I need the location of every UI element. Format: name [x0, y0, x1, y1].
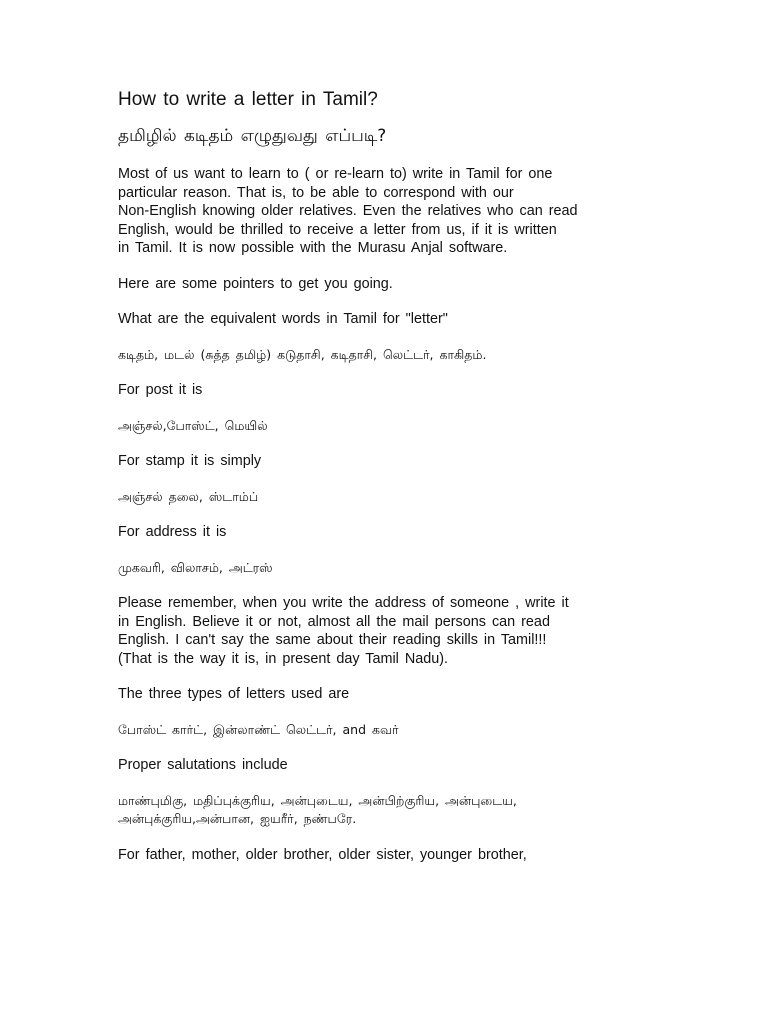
letter-question: What are the equivalent words in Tamil for "letter" [118, 311, 448, 327]
document-content [118, 88, 658, 881]
salutations-line: அன்புக்குரிய,அன்பான, ஐயரீர், நண்பரே. [118, 811, 357, 826]
types-label: The three types of letters used are [118, 686, 350, 702]
family-line: For father, mother, older brother, older sister, younger brother, [118, 846, 527, 863]
page-title: How to write a letter in Tamil? [118, 89, 378, 110]
address-label: For address it is [118, 524, 227, 540]
intro-paragraph [118, 165, 658, 258]
stamp-label: For stamp it is simply [118, 453, 262, 469]
intro-line: English, would be thrilled to receive a letter from us, if it is written [118, 221, 557, 238]
letter-words: கடிதம், மடல் (சுத்த தமிழ்) கடுதாசி, கடிதாசி, லெட்டர், காகிதம். [118, 346, 487, 362]
remember-line: English. I can't say the same about their reading skills in Tamil!!! [118, 632, 547, 648]
remember-line: Please remember, when you write the address of someone , write it [118, 595, 569, 611]
intro-line: Most of us want to learn to ( or re-learn to) write in Tamil for one [118, 166, 553, 182]
tamil-subtitle: தமிழில் கடிதம் எழுதுவது எப்படி? [118, 126, 387, 146]
address-words: முகவரி, விலாசம், அட்ரஸ் [118, 559, 273, 575]
remember-line: (That is the way it is, in present day Tamil Nadu). [118, 650, 449, 667]
post-label: For post it is [118, 382, 203, 398]
intro-line: in Tamil. It is now possible with the Murasu Anjal software. [118, 240, 508, 256]
salutations-label: Proper salutations include [118, 757, 288, 773]
intro-line: particular reason. That is, to be able to correspond with our [118, 184, 514, 201]
intro-line: Non-English knowing older relatives. Even the relatives who can read [118, 203, 578, 219]
types-words: போஸ்ட் கார்ட், இன்லாண்ட் லெட்டர், and கவர் [118, 721, 399, 737]
salutations-words [118, 792, 658, 829]
pointers-paragraph: Here are some pointers to get you going. [118, 275, 393, 292]
post-words: அஞ்சல்,போஸ்ட், மெயில் [118, 417, 268, 433]
remember-line: in English. Believe it or not, almost all the mail persons can read [118, 613, 550, 630]
salutations-line: மாண்புமிகு, மதிப்புக்குரிய, அன்புடைய, அன்பிற்குரிய, அன்புடைய, [118, 792, 517, 808]
stamp-words: அஞ்சல் தலை, ஸ்டாம்ப் [118, 488, 259, 504]
remember-paragraph [118, 594, 658, 668]
